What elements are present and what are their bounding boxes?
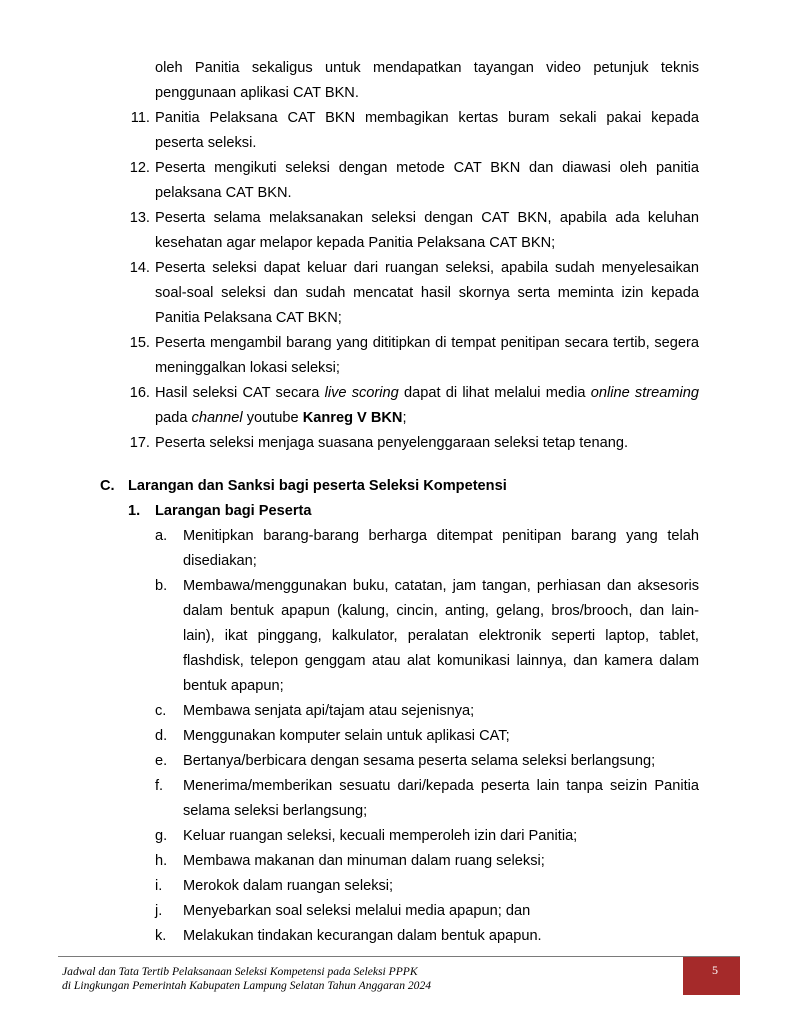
list-number: 16. [129,385,150,401]
list-item-line: Melakukan tindakan kecurangan dalam bentuk apapun. [183,928,542,944]
page-number-box [683,957,740,995]
list-item-line: selama seleksi berlangsung; [183,803,368,819]
section-letter: C. [100,478,115,494]
subsection-title: Larangan bagi Peserta [155,503,312,519]
list-item-line: Membawa/menggunakan buku, catatan, jam tangan, perhiasan dan aksesoris [183,578,699,594]
list-item-line: Menitipkan barang-barang berharga ditempat penitipan barang yang telah [183,528,699,544]
list-item-line: Merokok dalam ruangan seleksi; [183,878,394,894]
list-item-line [155,410,407,427]
footer-text: Jadwal dan Tata Tertib Pelaksanaan Seleksi Kompetensi pada Seleksi PPPK [62,965,418,978]
list-item-line: Bertanya/berbicara dengan sesama peserta selama seleksi berlangsung; [183,753,656,769]
list-letter: b. [155,578,168,594]
list-item-line: Membawa makanan dan minuman dalam ruang seleksi; [183,853,545,869]
text-run: ; [402,410,407,426]
list-item-line: disediakan; [183,553,257,569]
list-item-line: Peserta seleksi menjaga suasana penyelenggaraan seleksi tetap tenang. [155,435,628,451]
list-letter: g. [155,828,168,844]
list-letter: h. [155,853,168,869]
list-item-line: flashdisk, telepon genggam atau alat komunikasi lainnya, dan kamera dalam [183,653,699,669]
list-letter: j. [155,903,163,919]
list-item-line: Menyebarkan soal seleksi melalui media apapun; dan [183,903,531,919]
list-item-line: Peserta seleksi dapat keluar dari ruangan seleksi, apabila sudah menyelesaikan [155,260,699,276]
list-number: 14. [129,260,150,276]
footer-divider [58,956,740,957]
list-number: 11. [130,110,150,126]
list-number: 15. [129,335,150,351]
list-letter: k. [155,928,167,944]
list-item-line: Peserta mengikuti seleksi dengan metode CAT BKN dan diawasi oleh panitia [155,160,699,176]
list-item-line: Membawa senjata api/tajam atau sejenisnya; [183,703,475,719]
list-item-line: dalam bentuk apapun (kalung, cincin, anting, gelang, bros/brooch, dan lain- [183,603,699,619]
text-run: youtube [242,410,303,426]
list-letter: a. [155,528,168,544]
section-title: Larangan dan Sanksi bagi peserta Seleksi Kompetensi [128,478,507,494]
list-item-line: Menggunakan komputer selain untuk aplikasi CAT; [183,728,510,744]
paragraph-line: oleh Panitia sekaligus untuk mendapatkan tayangan video petunjuk teknis [155,60,699,76]
text-run-italic: channel [191,410,243,426]
text-run-italic: live scoring [324,385,399,401]
list-item-line: pelaksana CAT BKN. [155,185,292,201]
text-run: dapat di lihat melalui media [398,385,591,401]
list-number: 13. [129,210,150,226]
subsection-number: 1. [128,503,141,519]
list-item-line: Panitia Pelaksana CAT BKN membagikan kertas buram sekali pakai kepada [155,110,699,126]
list-item-line: kesehatan agar melapor kepada Panitia Pelaksana CAT BKN; [155,235,556,251]
list-item-line [155,385,699,402]
list-item-line: Panitia Pelaksana CAT BKN; [155,310,342,326]
list-letter: i. [155,878,163,894]
text-run: Hasil seleksi CAT secara [155,385,325,401]
list-letter: e. [155,753,168,769]
paragraph-line: penggunaan aplikasi CAT BKN. [155,85,359,101]
text-run-bold: Kanreg V BKN [302,410,403,426]
list-item-line: lain), ikat pinggang, kalkulator, peralatan elektronik seperti laptop, tablet, [183,628,699,644]
list-item-line: bentuk apapun; [183,678,284,694]
list-item-line: Keluar ruangan seleksi, kecuali memperoleh izin dari Panitia; [183,828,578,844]
text-run: pada [155,410,192,426]
list-letter: d. [155,728,168,744]
footer-text: di Lingkungan Pemerintah Kabupaten Lampung Selatan Tahun Anggaran 2024 [62,979,432,992]
list-item-line: soal-soal seleksi dan sudah mencatat hasil skornya serta meminta izin kepada [155,285,699,301]
list-item-line: Peserta selama melaksanakan seleksi dengan CAT BKN, apabila ada keluhan [155,210,699,226]
list-item-line: peserta seleksi. [155,135,257,151]
list-item-line: meninggalkan lokasi seleksi; [155,360,340,376]
list-number: 17. [129,435,150,451]
text-run-italic: online streaming [590,385,699,401]
list-number: 12. [129,160,150,176]
list-letter: c. [155,703,167,719]
page-number: 5 [712,963,718,977]
list-item-line: Menerima/memberikan sesuatu dari/kepada peserta lain tanpa seizin Panitia [183,778,699,794]
list-letter: f. [155,778,164,794]
list-item-line: Peserta mengambil barang yang dititipkan di tempat penitipan secara tertib, segera [155,335,699,351]
